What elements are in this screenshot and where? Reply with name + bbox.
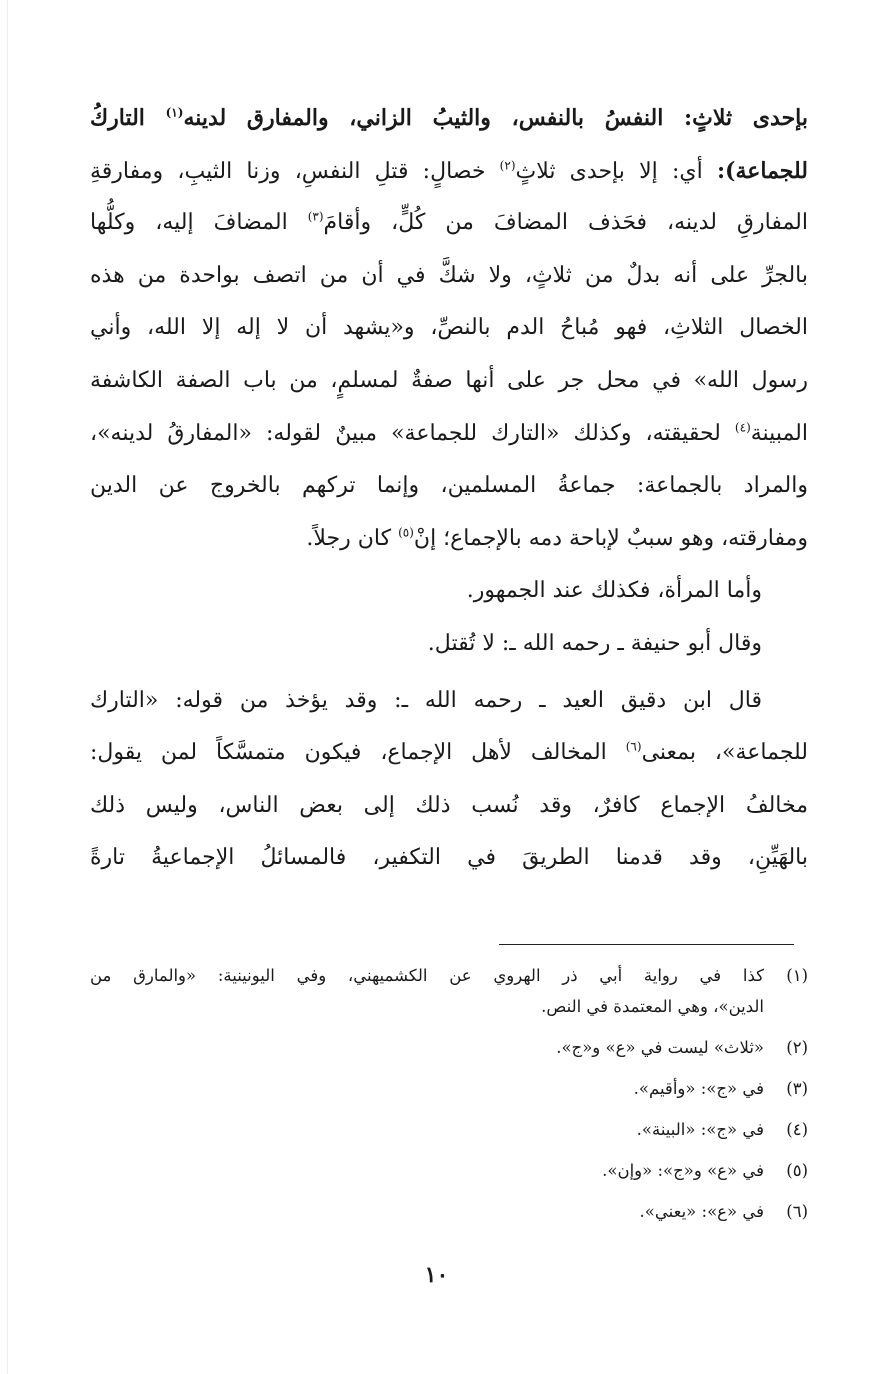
footnote-ref[interactable]: (٤) <box>734 420 751 435</box>
text-line: للجماعة»، بمعنى$^{(٦)}$ المخالف لأهل الإجماع، فيكون متمسَّكاً لمن يقول: <box>90 739 809 766</box>
text-line: بالجرِّ على أنه بدلٌ من ثلاثٍ، ولا شكَّ في أن من اتصف بواحدة من هذه <box>90 262 808 288</box>
footnote-number: (٢) <box>786 1038 808 1057</box>
footnote-5 <box>90 1155 808 1186</box>
text-line: رسول الله» في محل جر على أنها صفةٌ لمسلمٍ، من باب الصفة الكاشفة <box>90 367 808 393</box>
page-number: ١٠ <box>424 1262 449 1288</box>
text-line: الخصال الثلاثِ، فهو مُباحُ الدم بالنصِّ، و«يشهد أن لا إله إلا الله، وأني <box>90 315 808 341</box>
footnote-text: في «ج»: «وأقيم». <box>633 1079 764 1098</box>
text-line: قال ابن دقيق العيد ـ رحمه الله ـ: وقد يؤخذ من قوله: «التارك <box>90 687 762 713</box>
footnote-number: (٤) <box>786 1120 808 1139</box>
footnote-text: في «ع» و«ج»: «وإن». <box>602 1161 764 1180</box>
footnote-4 <box>90 1114 808 1145</box>
text-line: بالهَيِّنِ، وقد قدمنا الطريقَ في التكفير، فالمسائلُ الإجماعيةُ تارةً <box>90 845 808 871</box>
footnote-ref[interactable]: (١) <box>165 105 184 120</box>
text-line: مخالفُ الإجماع كافرٌ، وقد نُسب ذلك إلى بعض الناس، وليس ذلك <box>90 792 808 818</box>
footnote-separator <box>499 944 794 945</box>
footnote-1 <box>90 960 808 1022</box>
footnote-2 <box>90 1032 808 1063</box>
footnote-text: كذا في رواية أبي ذر الهروي عن الكشميهني، وفي اليونينية: «والمارق من الدين»، وهي المعتمدة في النص. <box>90 966 764 1016</box>
footnote-ref[interactable]: (٥) <box>398 525 414 540</box>
main-text-block <box>90 92 808 885</box>
paragraph-women: وأما المرأة، فكذلك عند الجمهور. <box>466 578 762 604</box>
footnote-number: (٦) <box>786 1202 808 1221</box>
text-line: المبينة$^{(٤)}$ لحقيقته، وكذلك «التارك للجماعة» مبينٌ لقوله: «المفارقُ لدينه»، <box>90 420 808 446</box>
footnote-ref[interactable]: (٣) <box>307 209 324 224</box>
footnote-number: (٣) <box>786 1079 808 1098</box>
footnotes-block <box>90 960 808 1227</box>
footnote-text: «ثلاث» ليست في «ع» و«ج». <box>556 1038 764 1057</box>
paragraph-abu-hanifa: وقال أبو حنيفة ـ رحمه الله ـ: لا تُقتل. <box>427 630 762 656</box>
footnote-3 <box>90 1073 808 1104</box>
footnote-6 <box>90 1196 808 1227</box>
text-line: للجماعة): أي: إلا بإحدى ثلاثٍ$^{(٢)}$ خصالٍ: قتلِ النفسِ، وزنا الثيبِ، ومفارقةِ <box>90 157 808 184</box>
footnote-number: (٥) <box>786 1161 808 1180</box>
text-line: بإحدى ثلاثٍ: النفسُ بالنفس، والثيبُ الزاني، والمفارق لدينه$^{(١)}$ التاركُ <box>90 105 809 131</box>
footnote-number: (١) <box>786 966 808 985</box>
scan-edge-line <box>7 0 8 1374</box>
text-line: المفارقِ لدينه، فحَذف المضافَ من كُلٍّ، وأقامَ$^{(٣)}$ المضافَ إليه، وكلُّها <box>90 209 808 236</box>
footnote-ref[interactable]: (٦) <box>625 739 642 754</box>
footnote-text: في «ع»: «يعني». <box>639 1202 764 1221</box>
text-line: ومفارقته، وهو سببٌ لإباحة دمه بالإجماع؛ إنْ$^{(٥)}$ كان رجلاً. <box>306 525 808 551</box>
footnote-ref[interactable]: (٢) <box>499 158 516 173</box>
text-line: والمراد بالجماعة: جماعةُ المسلمين، وإنما تركهم بالخروج عن الدين <box>90 473 808 499</box>
footnote-text: في «ج»: «البينة». <box>636 1120 764 1139</box>
